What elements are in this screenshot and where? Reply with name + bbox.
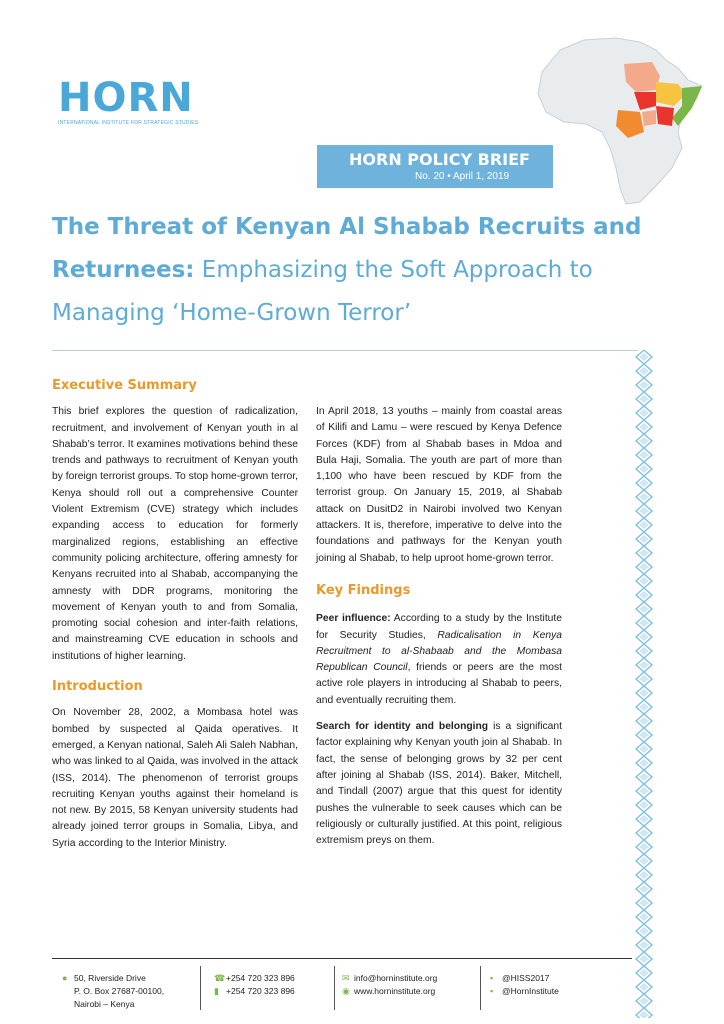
finding-peer-study-title: Radicalisation in Kenya Recruitment to al-Shabaab and the Mombasa Republican Council: [316, 629, 562, 674]
footer-divider: [52, 958, 632, 959]
finding-identity: [316, 719, 562, 849]
footer-phones: [214, 972, 295, 998]
footer-separator: [480, 966, 481, 1010]
finding-identity-text: is a significant factor explaining why Kenyan youth join al Shabab. In fact, the sense of belonging grows by 32 per cent after joining al Shabab (ISS, 2014). Baker, Mitchell, and Tindall (2007) argue that this quest for identity pushes the vulnerable to seek causes which can be religiously or culturally justified. At this point, religious extremism preys on them.: [316, 721, 562, 847]
finding-identity-label: Search for identity and belonging: [316, 721, 489, 733]
facebook-handle[interactable]: @HornInstitute: [502, 986, 559, 996]
address-line-2: P. O. Box 27687-00100,: [74, 986, 165, 996]
right-column: [316, 404, 562, 849]
email-link[interactable]: info@horninstitute.org: [354, 973, 438, 983]
twitter-handle[interactable]: @HISS2017: [502, 973, 550, 983]
region-kenya: [656, 106, 674, 126]
title-divider: [52, 350, 638, 351]
website-link[interactable]: www.horninstitute.org: [354, 986, 436, 996]
institute-logo: [58, 75, 199, 126]
title-bold-part: The Threat of Kenyan Al Shabab Recruits and Returnees:: [52, 214, 642, 283]
footer-social: [490, 972, 559, 998]
address-line-3: Nairobi – Kenya: [74, 999, 135, 1009]
address-line-1: 50, Riverside Drive: [74, 973, 146, 983]
finding-peer-tail: , friends or peers are the most active role players in introducing al Shabab to peers, and eventually recruiting them.: [316, 662, 562, 706]
logo-wordmark: HORN: [58, 75, 194, 121]
web-icon: ◉: [342, 986, 350, 996]
facebook-icon: ▪: [490, 986, 494, 996]
executive-summary-heading: Executive Summary: [52, 378, 197, 393]
finding-peer-label: Peer influence:: [316, 613, 391, 625]
africa-map-graphic: [532, 28, 710, 208]
introduction-text: On November 28, 2002, a Mombasa hotel was bombed by suspected al Qaida operatives. It emerged, a Kenyan national, Saleh Ali Saleh Nabhan, who was linked to al Qaida, was involved in the attack (ISS, 2014). The phenomenon of terrorist groups recruiting Kenyan youths against their homeland is not new. By 2015, 58 Kenyan university students had already joined terror groups in Somalia, Libya, and Syria according to the Interior Ministry.: [52, 707, 298, 849]
title-regular-part: Emphasizing the Soft Approach to Managing ‘Home-Grown Terror’: [52, 257, 593, 326]
twitter-icon: ▪: [490, 973, 494, 983]
intro-continued-text: In April 2018, 13 youths – mainly from coastal areas of Kilifi and Lamu – were rescued by Kenya Defence Forces (KDF) from al Shabab bases in Mdoa and Bula Haji, Somalia. The youth are part of more than 1,100 who have been rescued by KDF from the terrorist group. On January 15, 2019, al Shabab attack on DusitD2 in Nairobi involved two Kenyan attackers. It is, therefore, imperative to delve into the foundations and pathways for the Kenyan youth joining al Shabab, to help uproot home-grown terror.: [316, 406, 562, 564]
logo-subtitle: INTERNATIONAL INSTITUTE FOR STRATEGIC STUDIES: [58, 120, 199, 126]
email-icon: ✉: [342, 973, 350, 983]
brief-title: HORN POLICY BRIEF: [349, 150, 530, 169]
brief-issue-date: No. 20 • April 1, 2019: [415, 171, 510, 182]
finding-peer-influence: [316, 611, 562, 709]
executive-summary-text: This brief explores the question of radicalization, recruitment, and involvement of Kenyan youth in al Shabab’s terror. It examines motivations behind these trends and pathways to recruitment of Kenyan youth by foreign terrorist groups. To stop home-grown terror, Kenya should roll out a comprehensive Counter Violent Extremism (CVE) strategy which includes expanding access to education for formerly marginalized regions, establishing an effective community policing architecture, offering amnesty for Kenyans recruited into al Shabab, accompanying the amnesty with DDR programs, monitoring the movement of Kenyan youth to and from Somalia, promoting social cohesion and inter-faith relations, and mainstreaming CVE education in schools and institutions of higher learning.: [52, 406, 298, 662]
footer-contact: [342, 972, 437, 998]
footer-separator: [200, 966, 201, 1010]
decorative-diamond-border: [632, 350, 656, 1018]
footer-address: [62, 972, 164, 1011]
footer-separator: [334, 966, 335, 1010]
key-findings-heading: Key Findings: [316, 582, 411, 598]
phone-number-1[interactable]: +254 720 323 896: [226, 973, 295, 983]
finding-peer-text: According to a study by the Institute for Security Studies,: [316, 613, 562, 641]
location-pin-icon: ●: [62, 973, 68, 983]
region-uganda: [642, 110, 656, 126]
left-column: [52, 378, 298, 852]
phone-number-2[interactable]: +254 720 323 896: [226, 986, 295, 996]
document-title: [52, 206, 672, 335]
phone-icon: ☎: [214, 973, 226, 983]
mobile-icon: ▮: [214, 986, 219, 996]
introduction-heading: Introduction: [52, 679, 143, 695]
